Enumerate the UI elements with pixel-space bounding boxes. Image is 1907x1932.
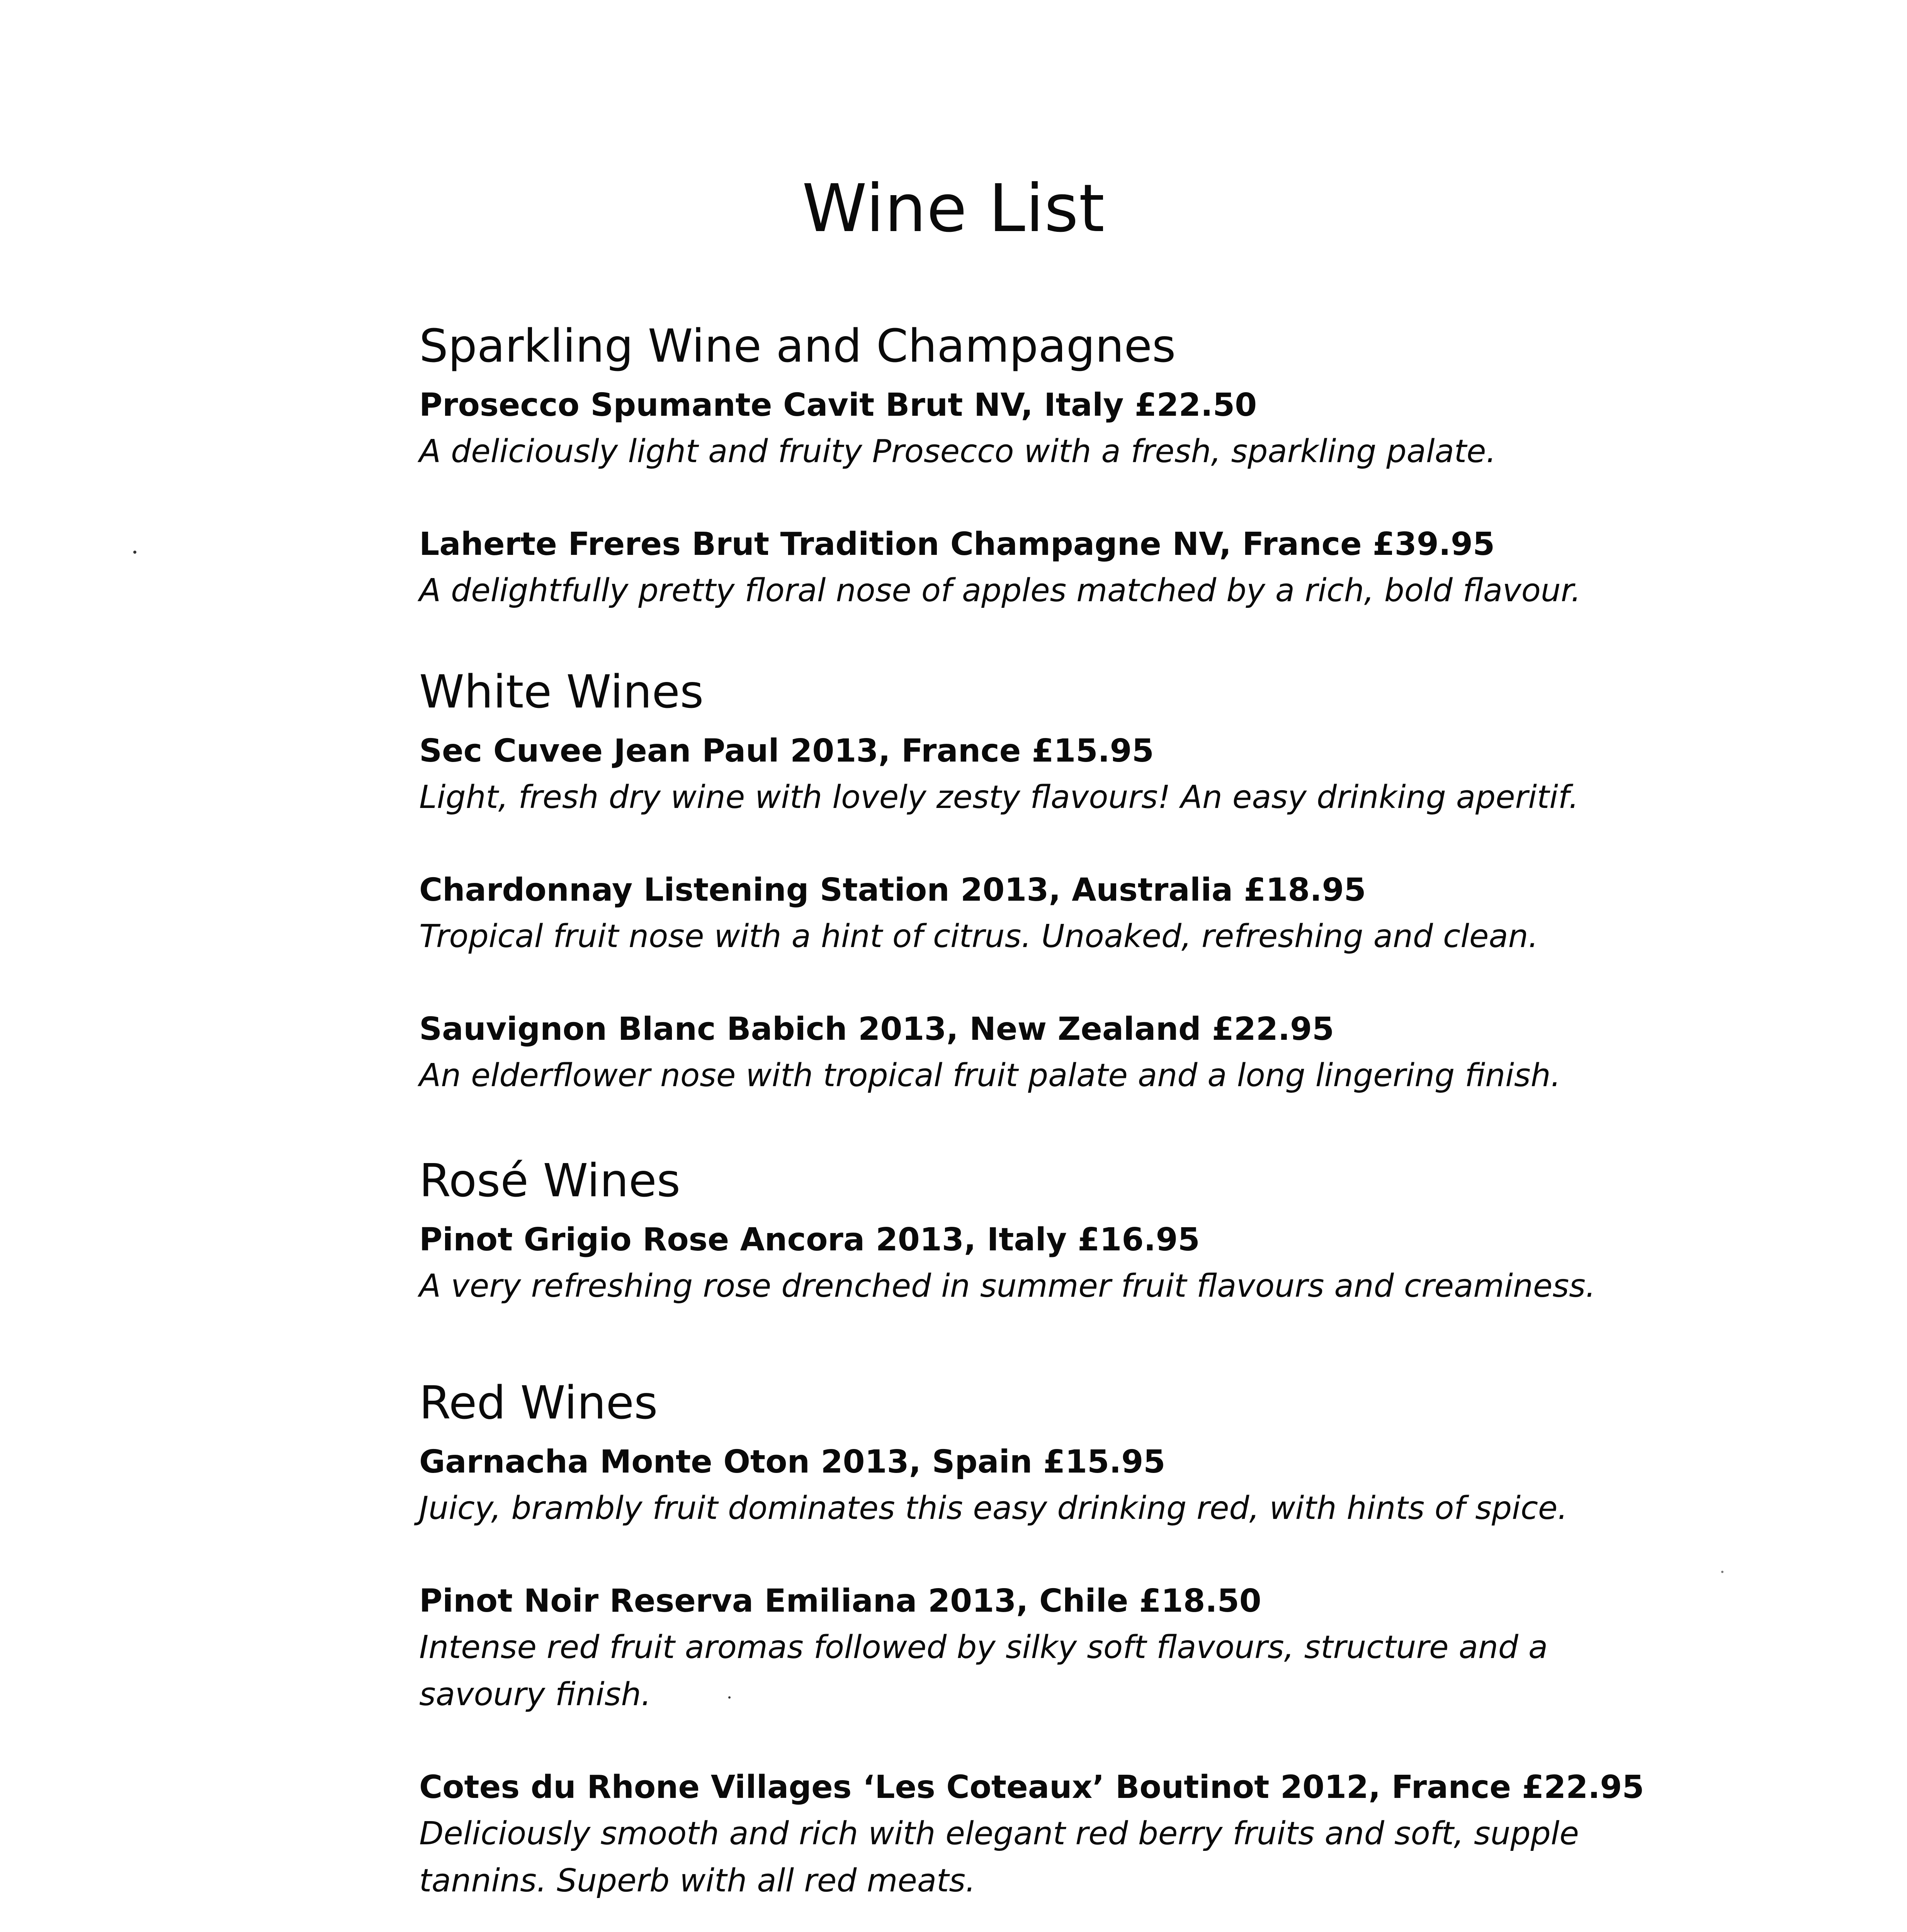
wine-item	[419, 1765, 1655, 1905]
wine-price: £22.50	[1134, 387, 1257, 423]
wine-item	[419, 1439, 1655, 1532]
section-white	[419, 663, 1655, 1146]
wine-item	[419, 867, 1655, 960]
wine-description: Juicy, brambly fruit dominates this easy drinking red, with hints of spice.	[419, 1490, 1568, 1527]
wine-name: Cotes du Rhone Villages ‘Les Coteaux’ Boutinot 2012, France	[419, 1769, 1511, 1806]
wine-item	[419, 1578, 1655, 1718]
wine-name-line	[419, 1439, 1655, 1485]
scan-speck	[1721, 1571, 1723, 1573]
wine-name: Pinot Grigio Rose Ancora 2013, Italy	[419, 1221, 1067, 1258]
wine-name: Sec Cuvee Jean Paul 2013, France	[419, 733, 1021, 769]
wine-price: £16.95	[1078, 1221, 1200, 1258]
wine-item	[419, 1217, 1655, 1310]
wine-description: A delightfully pretty floral nose of apples matched by a rich, bold flavour.	[419, 572, 1581, 609]
wine-price: £39.95	[1372, 526, 1495, 563]
section-heading: Sparkling Wine and Champagnes	[419, 319, 1176, 372]
wine-price: £15.95	[1043, 1444, 1166, 1480]
wine-name-line	[419, 867, 1655, 913]
section-heading: Red Wines	[419, 1376, 658, 1429]
wine-description: Deliciously smooth and rich with elegant red berry fruits and soft, supple tannins. Superb with all red meats.	[419, 1815, 1579, 1899]
wine-description: A very refreshing rose drenched in summer fruit flavours and creaminess.	[419, 1268, 1596, 1304]
wine-price: £18.50	[1139, 1583, 1261, 1619]
wine-item	[419, 522, 1655, 614]
scan-speck	[133, 551, 136, 554]
wine-name: Sauvignon Blanc Babich 2013, New Zealand	[419, 1011, 1201, 1048]
section-red	[419, 1374, 1655, 1932]
section-sparkling	[419, 317, 1655, 661]
wine-description: A deliciously light and fruity Prosecco with a fresh, sparkling palate.	[419, 433, 1496, 470]
scan-speck	[728, 1696, 731, 1699]
wine-description: Light, fresh dry wine with lovely zesty flavours! An easy drinking aperitif.	[419, 779, 1579, 816]
wine-name-line	[419, 1765, 1655, 1810]
wine-price: £22.95	[1522, 1769, 1644, 1806]
section-heading: Rosé Wines	[419, 1154, 681, 1207]
section-heading: White Wines	[419, 665, 704, 718]
wine-description: Tropical fruit nose with a hint of citrus. Unoaked, refreshing and clean.	[419, 918, 1538, 955]
wine-name-line	[419, 383, 1655, 428]
wine-name-line	[419, 728, 1655, 774]
wine-description: An elderflower nose with tropical fruit palate and a long lingering finish.	[419, 1057, 1561, 1094]
wine-name: Prosecco Spumante Cavit Brut NV, Italy	[419, 387, 1124, 423]
wine-name-line	[419, 1578, 1655, 1624]
wine-item	[419, 383, 1655, 475]
wine-name-line	[419, 1217, 1655, 1263]
wine-description: Intense red fruit aromas followed by silky soft flavours, structure and a savoury finish.	[419, 1629, 1548, 1713]
wine-name: Pinot Noir Reserva Emiliana 2013, Chile	[419, 1583, 1129, 1619]
wine-item	[419, 1007, 1655, 1099]
wine-price: £22.95	[1212, 1011, 1334, 1048]
wine-name: Garnacha Monte Oton 2013, Spain	[419, 1444, 1032, 1480]
wine-name: Chardonnay Listening Station 2013, Australia	[419, 872, 1233, 908]
wine-price: £18.95	[1244, 872, 1366, 908]
wine-price: £15.95	[1032, 733, 1154, 769]
wine-item	[419, 728, 1655, 821]
wine-name-line	[419, 522, 1655, 567]
page-title: Wine List	[802, 170, 1105, 247]
wine-name-line	[419, 1007, 1655, 1052]
wine-name: Laherte Freres Brut Tradition Champagne NV, France	[419, 526, 1362, 563]
section-rose	[419, 1151, 1655, 1356]
